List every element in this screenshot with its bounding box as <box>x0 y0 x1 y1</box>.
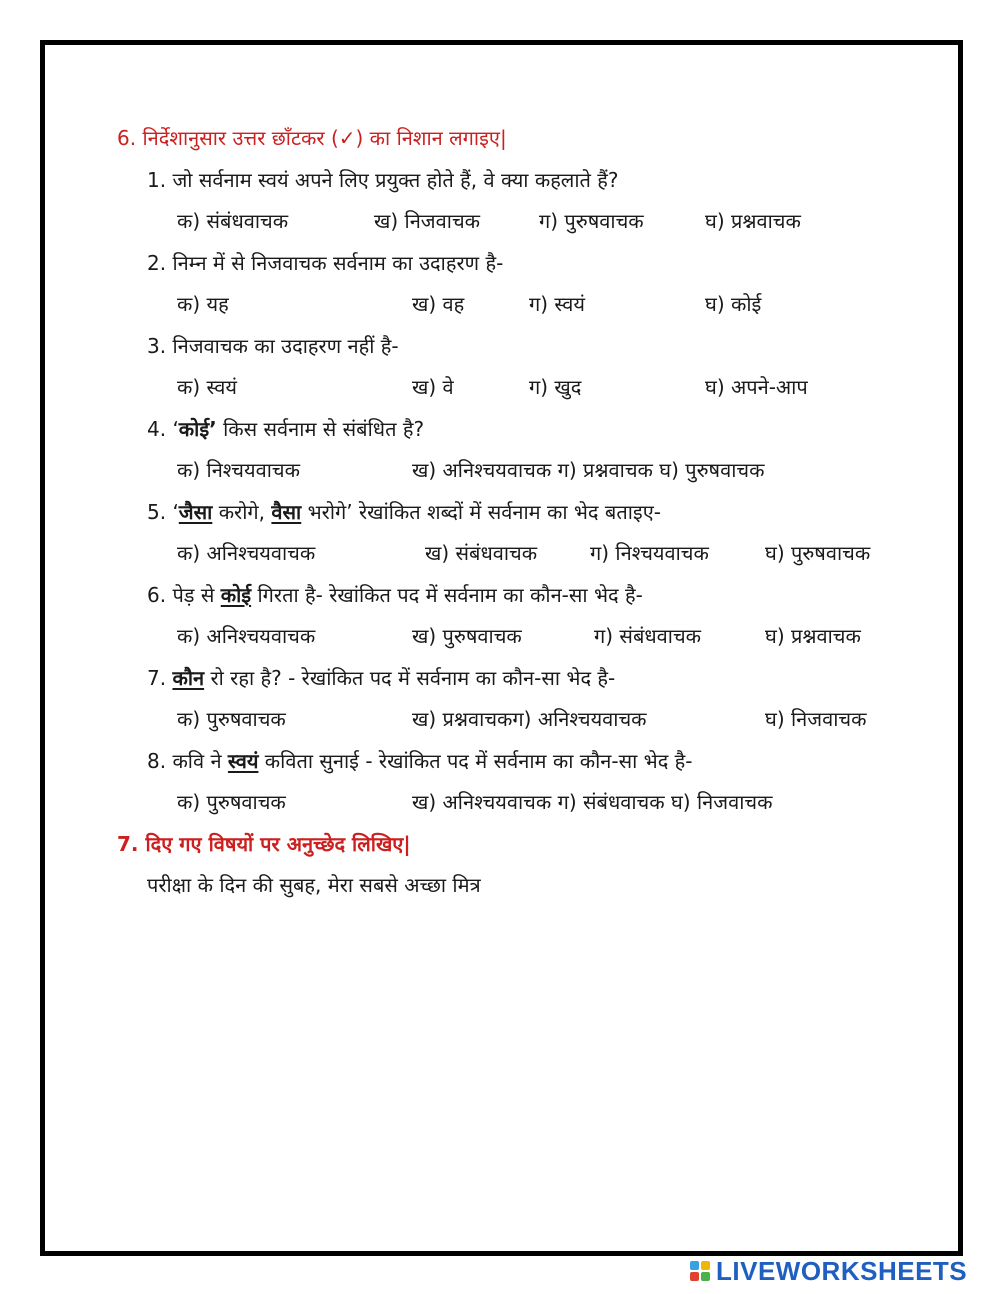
option[interactable]: ख) निजवाचक <box>374 209 481 233</box>
question-text: भरोगे’ रेखांकित शब्दों में सर्वनाम का भेद बताइए- <box>301 500 662 524</box>
underlined-word: कोई <box>220 583 252 607</box>
question-text: किस सर्वनाम से संबंधित है? <box>216 417 425 441</box>
underlined-word: जैसा <box>178 500 213 524</box>
logo-square <box>690 1272 699 1281</box>
question-7 <box>147 664 615 692</box>
option[interactable]: घ) निजवाचक <box>765 707 867 731</box>
highlighted-word: कोई’ <box>178 417 217 441</box>
underlined-word: कौन <box>172 666 205 690</box>
option[interactable]: क) निश्चयवाचक <box>177 458 300 482</box>
logo-square <box>701 1261 710 1270</box>
option[interactable]: क) पुरुषवाचक <box>177 707 286 731</box>
option[interactable]: घ) प्रश्नवाचक <box>765 624 861 648</box>
option[interactable]: ख) वे <box>412 375 454 399</box>
liveworksheets-logo <box>690 1254 967 1288</box>
section-7-heading: 7. दिए गए विषयों पर अनुच्छेद लिखिए| <box>117 832 411 856</box>
question-3: 3. निजवाचक का उदाहरण नहीं है- <box>147 334 399 358</box>
question-text: गिरता है- रेखांकित पद में सर्वनाम का कौन-सा भेद है- <box>251 583 643 607</box>
option[interactable]: घ) प्रश्नवाचक <box>705 209 801 233</box>
question-text: 6. पेड़ से <box>147 583 221 607</box>
section-6-heading: 6. निर्देशानुसार उत्तर छाँटकर (✓) का निशान लगाइए| <box>117 126 507 150</box>
option[interactable]: क) अनिश्चयवाचक <box>177 624 316 648</box>
option[interactable]: क) संबंधवाचक <box>177 209 289 233</box>
option[interactable]: ग) निश्चयवाचक <box>590 541 709 565</box>
option[interactable]: ख) वह <box>412 292 465 316</box>
question-text: रो रहा है? - रेखांकित पद में सर्वनाम का कौन-सा भेद है- <box>204 666 616 690</box>
option[interactable]: ख) प्रश्नवाचकग) अनिश्चयवाचक <box>412 707 647 731</box>
option[interactable]: ग) पुरुषवाचक <box>539 209 644 233</box>
option[interactable]: ग) संबंधवाचक <box>594 624 702 648</box>
option[interactable]: क) स्वयं <box>177 375 238 399</box>
question-2: 2. निम्न में से निजवाचक सर्वनाम का उदाहरण है- <box>147 251 504 275</box>
question-1: 1. जो सर्वनाम स्वयं अपने लिए प्रयुक्त होते हैं, वे क्या कहलाते हैं? <box>147 168 619 192</box>
option[interactable]: ख) अनिश्चयवाचक ग) प्रश्नवाचक घ) पुरुषवाचक <box>412 458 765 482</box>
option[interactable]: ग) स्वयं <box>529 292 585 316</box>
option[interactable]: ख) अनिश्चयवाचक ग) संबंधवाचक घ) निजवाचक <box>412 790 773 814</box>
option[interactable]: ख) पुरुषवाचक <box>412 624 522 648</box>
section-7-topics: परीक्षा के दिन की सुबह, मेरा सबसे अच्छा मित्र <box>147 873 481 897</box>
question-5 <box>147 498 661 526</box>
question-text: करोगे, <box>212 500 272 524</box>
option[interactable]: ग) खुद <box>529 375 582 399</box>
option[interactable]: क) अनिश्चयवाचक <box>177 541 316 565</box>
logo-grid-icon <box>690 1261 710 1281</box>
option[interactable]: क) पुरुषवाचक <box>177 790 286 814</box>
question-text: 8. कवि ने <box>147 749 228 773</box>
underlined-word: वैसा <box>271 500 302 524</box>
question-6 <box>147 581 643 609</box>
question-text: 4. ‘ <box>147 417 179 441</box>
question-text: कविता सुनाई - रेखांकित पद में सर्वनाम का कौन-सा भेद है- <box>258 749 693 773</box>
option[interactable]: क) यह <box>177 292 229 316</box>
logo-square <box>690 1261 699 1270</box>
question-8 <box>147 747 693 775</box>
question-4 <box>147 415 424 443</box>
option[interactable]: घ) अपने-आप <box>705 375 808 399</box>
question-text: 5. ‘ <box>147 500 179 524</box>
logo-text: LIVEWORKSHEETS <box>716 1255 968 1286</box>
option[interactable]: ख) संबंधवाचक <box>425 541 538 565</box>
question-text: 7. <box>147 666 173 690</box>
logo-square <box>701 1272 710 1281</box>
option[interactable]: घ) पुरुषवाचक <box>765 541 871 565</box>
underlined-word: स्वयं <box>227 749 259 773</box>
option[interactable]: घ) कोई <box>705 292 762 316</box>
